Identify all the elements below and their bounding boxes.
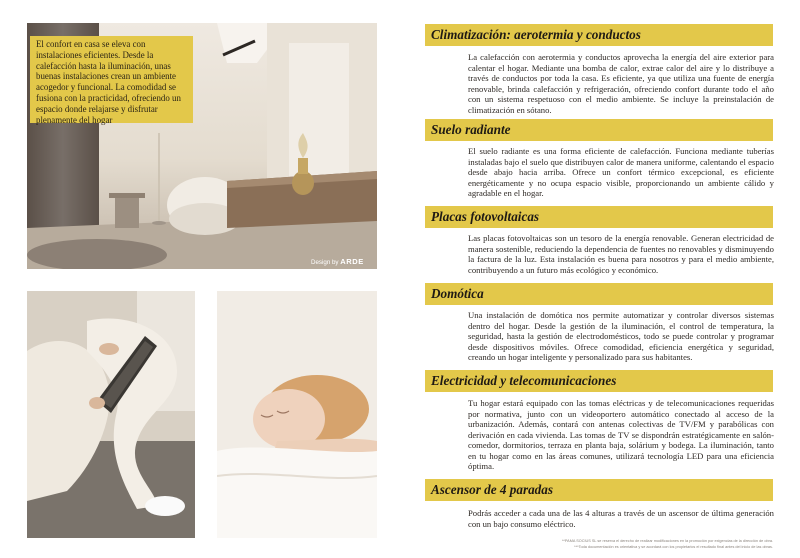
section-body-climatizacion: La calefacción con aerotermia y conductos aprovecha la energía del aire exterior para calentar el hogar. Mediante una bomba de calor, extrae calor del aire y lo distribuye a través de conductos por toda la casa. Es eficiente, ya que utiliza una fuente de energía renovable, brinda calefacción y refrigeración, ofreciendo confort durante todo el año con un sistema respetuoso con el medio ambiente. Se incluye la preinstalación de climatización en sótano. [468,52,774,115]
tablet-illustration [27,291,195,538]
section-title: Climatización: aerotermia y conductos [431,27,641,42]
footnote-1: **PAMA SOCIUS SL se reserva el derecho de realizar modificaciones en la promoción por exigencias de la dirección de obra. [561,539,773,543]
section-title: Suelo radiante [431,122,511,137]
footnote-2: ***Toda documentación es orientativa y se acordará con los propietarios el resultado final antes del inicio de las obras. [574,545,773,549]
intro-text: El confort en casa se eleva con instalaciones eficientes. Desde la calefacción hasta la iluminación, unas buenas instalaciones crean un ambiente acogedor y funcional. La comodidad se fusiona con la practicidad, ofreciendo un espacio donde relajarse y disfrutar plenamente del hogar [36,39,181,125]
intro-callout [30,36,193,123]
section-header-suelo-radiante [425,119,773,141]
section-header-placas [425,206,773,228]
section-header-electricidad [425,370,773,392]
tablet-photo [27,291,195,538]
sleeping-child-photo [217,291,377,538]
section-body-ascensor: Podrás acceder a cada una de las 4 alturas a través de un ascensor de última generación con un bajo consumo eléctrico. [468,508,774,529]
sleeping-illustration [217,291,377,538]
section-title: Placas fotovoltaicas [431,209,540,224]
section-title: Ascensor de 4 paradas [431,482,553,497]
section-header-climatizacion [425,24,773,46]
section-title: Electricidad y telecomunicaciones [431,373,617,388]
section-body-domotica: Una instalación de domótica nos permite automatizar y controlar diversos sistemas dentro del hogar. Desde la gestión de la iluminación, el control de temperatura, la seguridad, hasta la gestión de electrodomésticos, todo se puede controlar y programar desde dispositivos móviles. Ofrece comodidad, eficiencia energética y seguridad, creando un hogar inteligente y personalizado para sus habitantes. [468,310,774,363]
section-title: Domótica [431,286,484,301]
section-header-ascensor [425,479,773,501]
section-body-electricidad: Tu hogar estará equipado con las tomas eléctricas y de telecomunicaciones requeridas por normativa, junto con un videoportero automático conectado al acceso de la urbanización. Además, contará con antenas colectivas de TV/FM y parabólicas con derivación en cada vivienda. Las tomas de TV se dispondrán estratégicamente en salón-comedor, dormitorios, terraza en planta baja, solárium y bodega. La iluminación, tanto en tu hogar como en las áreas comunes, utilizará tecnología LED para una eficiencia óptima. [468,398,774,472]
section-body-placas: Las placas fotovoltaicas son un tesoro de la energía renovable. Generan electricidad de manera sostenible, reduciendo la dependencia de fuentes no renovables y disminuyendo la factura de la luz. Esta instalación es buena para nosotros y para el medio ambiente, contribuyendo a un futuro más ecológico y económico. [468,233,774,275]
credit-brand: ARDE [340,257,364,266]
section-header-domotica [425,283,773,305]
credit-prefix: Design by [311,259,339,266]
section-body-suelo-radiante: El suelo radiante es una forma eficiente de calefacción. Funciona mediante tuberías instaladas bajo el suelo que distribuyen calor de manera uniforme, calentando el espacio desde abajo hacia arriba. Ofrece un confort térmico excepcional, es eficiente energéticamente y no ocupa espacio visible, proporcionando un ambiente cálido y agradable en el hogar. [468,146,774,199]
design-credit [311,257,364,266]
